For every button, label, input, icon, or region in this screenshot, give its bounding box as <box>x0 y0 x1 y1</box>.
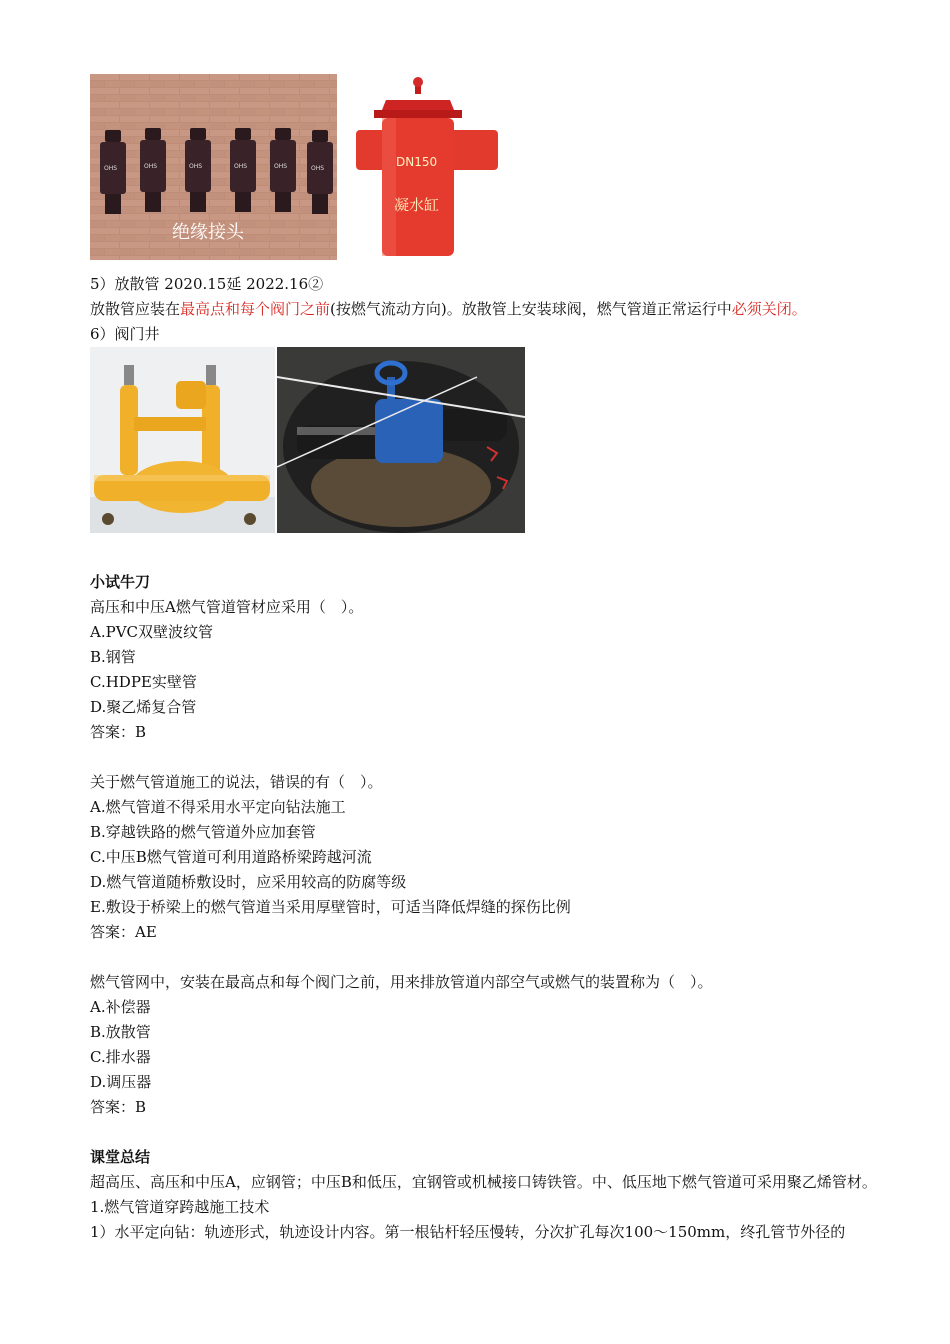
section-5-heading: 5）放散管 2020.15延 2022.16② <box>90 275 324 293</box>
q2-option: C.中压B燃气管道可利用道路桥梁跨越河流 <box>90 848 372 866</box>
drain-cylinder-illustration <box>352 74 502 260</box>
drain-cylinder-photo <box>352 74 502 260</box>
q3-answer: 答案：B <box>90 1098 147 1116</box>
joint-tag: OHS <box>311 165 325 172</box>
q1-stem: 高压和中压A燃气管道管材应采用（ ）。 <box>90 598 364 616</box>
q2-option: E.敷设于桥梁上的燃气管道当采用厚壁管时，可适当降低焊缝的探伤比例 <box>90 898 571 916</box>
summary-paragraph: 超高压、高压和中压A，应钢管；中压B和低压，宜钢管或机械接口铸铁管。中、低压地下燃气管道可采用聚乙烯管材。 <box>90 1173 877 1191</box>
q3-stem: 燃气管网中，安装在最高点和每个阀门之前，用来排放管道内部空气或燃气的装置称为（ ）。 <box>90 973 713 991</box>
drain-name-label: 凝水缸 <box>394 196 440 214</box>
section-6-heading: 6）阀门井 <box>90 325 160 343</box>
q2-answer: 答案：AE <box>90 923 157 941</box>
joint-tag: OHS <box>189 163 203 170</box>
yellow-valve-illustration <box>90 347 275 533</box>
section-5-text <box>90 297 890 322</box>
q2-stem: 关于燃气管道施工的说法，错误的有（ ）。 <box>90 773 383 791</box>
drain-size-label: DN150 <box>396 155 438 169</box>
summary-title: 课堂总结 <box>90 1148 151 1166</box>
section-5-highlight-2: 必须关闭。 <box>731 300 807 318</box>
section-5-highlight-1: 最高点和每个阀门之前 <box>180 300 331 318</box>
q1-option: D.聚乙烯复合管 <box>90 698 197 716</box>
joint-tag: OHS <box>274 163 288 170</box>
blue-valve-well-illustration <box>277 347 525 533</box>
yellow-valve-photo <box>90 347 275 533</box>
q1-option: C.HDPE实壁管 <box>90 673 197 691</box>
joint-tag: OHS <box>234 163 248 170</box>
photo-row-1 <box>90 74 890 260</box>
photo-row-2 <box>90 347 890 533</box>
insulation-joint-caption: 绝缘接头 <box>172 222 244 243</box>
quiz-title: 小试牛刀 <box>90 573 151 591</box>
q3-option: C.排水器 <box>90 1048 151 1066</box>
q1-option: A.PVC双壁波纹管 <box>90 623 214 641</box>
document-page <box>90 74 890 1245</box>
q3-option: A.补偿器 <box>90 998 151 1016</box>
q1-answer: 答案：B <box>90 723 147 741</box>
blue-valve-well-photo <box>277 347 525 533</box>
joint-tag: OHS <box>104 165 118 172</box>
q3-option: D.调压器 <box>90 1073 152 1091</box>
summary-item-1: 1.燃气管道穿跨越施工技术 <box>90 1198 270 1216</box>
insulation-joint-photo <box>90 74 337 260</box>
section-5-text-b: (按燃气流动方向)。放散管上安装球阀，燃气管道正常运行中 <box>330 300 732 318</box>
q3-option: B.放散管 <box>90 1023 151 1041</box>
q2-option: B.穿越铁路的燃气管道外应加套管 <box>90 823 316 841</box>
summary-item-1-1: 1）水平定向钻：轨迹形式，轨迹设计内容。第一根钻杆轻压慢转，分次扩孔每次100～150mm，终孔管节外径的 <box>90 1223 846 1241</box>
joint-tag: OHS <box>144 163 158 170</box>
q2-option: D.燃气管道随桥敷设时，应采用较高的防腐等级 <box>90 873 407 891</box>
q2-option: A.燃气管道不得采用水平定向钻法施工 <box>90 798 346 816</box>
q1-option: B.钢管 <box>90 648 136 666</box>
insulation-joint-illustration <box>90 74 337 260</box>
section-5-text-a: 放散管应装在 <box>90 300 181 318</box>
